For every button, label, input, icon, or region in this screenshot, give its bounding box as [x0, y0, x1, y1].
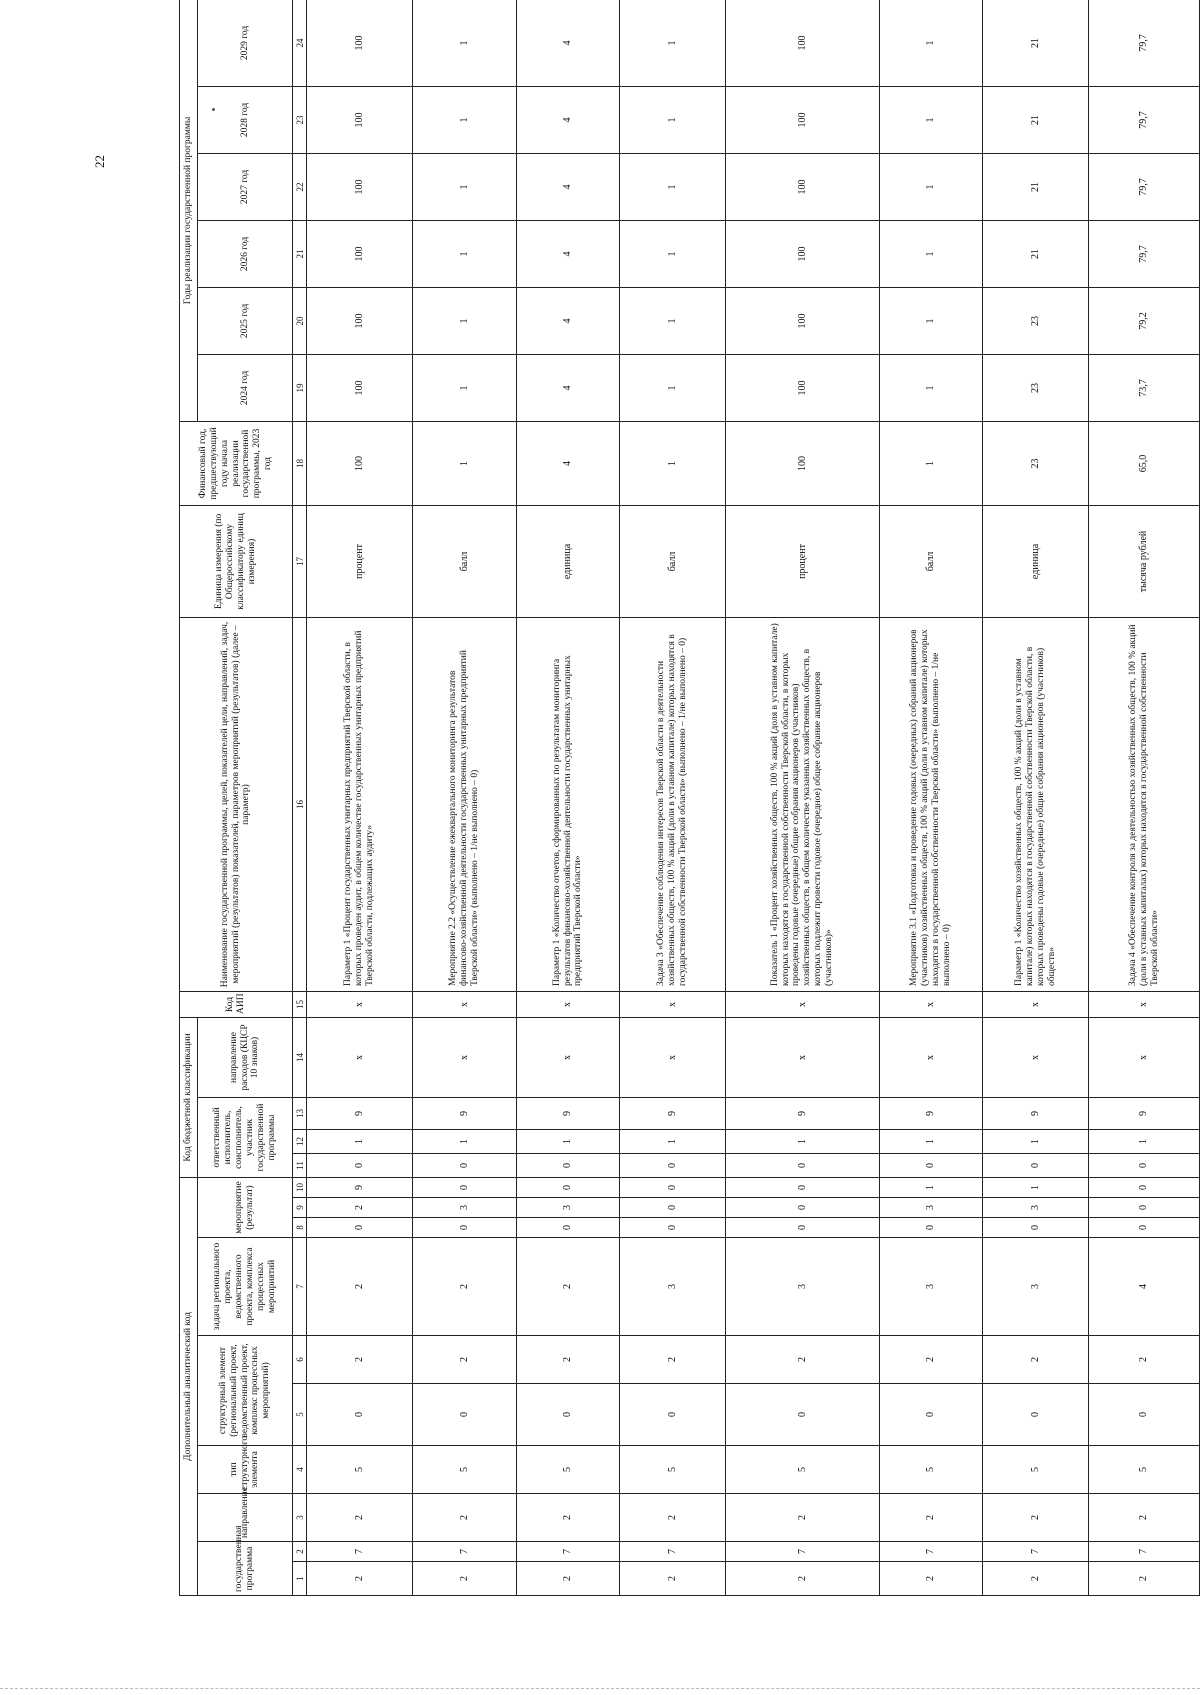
column-number: 12	[293, 1130, 307, 1154]
code-cell: 0	[516, 1218, 620, 1238]
code-cell: 9	[413, 1098, 517, 1130]
unit-cell: тысяча рублей	[1089, 505, 1200, 617]
code-cell: 9	[1089, 1098, 1200, 1130]
code-cell: 5	[725, 1446, 879, 1494]
code-cell: 7	[725, 1542, 879, 1562]
column-number: 10	[293, 1178, 307, 1198]
aip-cell: x	[307, 991, 413, 1017]
year-value: 79,2	[1089, 287, 1200, 354]
table-row	[725, 0, 879, 1596]
aip-cell: x	[516, 991, 620, 1017]
code-cell: 1	[1089, 1130, 1200, 1154]
code-cell: 2	[516, 1336, 620, 1384]
year-value: 100	[307, 86, 413, 153]
code-cell: 7	[879, 1542, 983, 1562]
year-value: 100	[307, 153, 413, 220]
year-value: 1	[620, 86, 726, 153]
column-number: 14	[293, 1017, 307, 1097]
column-number: 22	[293, 153, 307, 220]
code-cell: 5	[879, 1446, 983, 1494]
year-value: 100	[725, 354, 879, 421]
code-cell: 2	[307, 1336, 413, 1384]
column-number: 6	[293, 1336, 307, 1384]
kcsr-cell: x	[413, 1017, 517, 1097]
base-year-value: 100	[725, 421, 879, 505]
base-year-value: 100	[307, 421, 413, 505]
code-cell: 1	[620, 1130, 726, 1154]
code-cell: 0	[620, 1384, 726, 1446]
code-cell: 2	[413, 1494, 517, 1542]
year-value: 100	[307, 354, 413, 421]
year-value: 1	[413, 287, 517, 354]
year-value: 4	[516, 354, 620, 421]
aip-cell: x	[1089, 991, 1200, 1017]
year-value: 100	[725, 0, 879, 86]
column-number: 5	[293, 1384, 307, 1446]
code-cell: 0	[1089, 1154, 1200, 1178]
code-cell: 0	[620, 1154, 726, 1178]
column-number: 18	[293, 421, 307, 505]
column-number: 21	[293, 220, 307, 287]
year-header: 2025 год	[198, 287, 293, 354]
column-number: 19	[293, 354, 307, 421]
code-cell: 2	[413, 1336, 517, 1384]
kcsr-cell: x	[1089, 1017, 1200, 1097]
code-cell: 7	[307, 1542, 413, 1562]
code-cell: 2	[879, 1336, 983, 1384]
code-cell: 1	[879, 1178, 983, 1198]
year-value: 79,7	[1089, 153, 1200, 220]
kcsr-cell: x	[983, 1017, 1089, 1097]
year-value: 79,7	[1089, 0, 1200, 86]
base-year-value: 1	[413, 421, 517, 505]
year-value: 1	[879, 86, 983, 153]
year-value: 1	[879, 287, 983, 354]
column-number: 7	[293, 1238, 307, 1336]
year-value: 1	[879, 153, 983, 220]
year-value: 100	[725, 287, 879, 354]
code-cell: 0	[1089, 1178, 1200, 1198]
code-cell: 9	[307, 1098, 413, 1130]
event-header: мероприятие (результат)	[198, 1178, 293, 1238]
code-cell: 2	[620, 1562, 726, 1596]
unit-cell: процент	[307, 505, 413, 617]
code-cell: 0	[620, 1178, 726, 1198]
code-cell: 9	[516, 1098, 620, 1130]
code-cell: 2	[725, 1494, 879, 1542]
aip-code-header: Код АИП	[180, 991, 293, 1017]
code-cell: 2	[879, 1562, 983, 1596]
base-year-value: 65,0	[1089, 421, 1200, 505]
code-cell: 5	[620, 1446, 726, 1494]
table-row	[516, 0, 620, 1596]
column-number: 24	[293, 0, 307, 86]
code-cell: 2	[413, 1562, 517, 1596]
code-cell: 5	[1089, 1446, 1200, 1494]
code-cell: 3	[879, 1198, 983, 1218]
year-value: 1	[620, 287, 726, 354]
unit-cell: процент	[725, 505, 879, 617]
year-value: 1	[413, 354, 517, 421]
code-cell: 0	[413, 1218, 517, 1238]
year-value: 21	[983, 86, 1089, 153]
year-value: 1	[413, 220, 517, 287]
year-value: 100	[725, 153, 879, 220]
code-cell: 2	[307, 1494, 413, 1542]
code-cell: 0	[620, 1198, 726, 1218]
code-cell: 0	[983, 1218, 1089, 1238]
code-cell: 5	[307, 1446, 413, 1494]
table-row	[879, 0, 983, 1596]
code-cell: 3	[983, 1238, 1089, 1336]
code-cell: 3	[516, 1198, 620, 1218]
column-number: 4	[293, 1446, 307, 1494]
code-cell: 2	[307, 1238, 413, 1336]
code-cell: 7	[413, 1542, 517, 1562]
year-value: 4	[516, 287, 620, 354]
code-cell: 0	[413, 1384, 517, 1446]
code-cell: 2	[516, 1562, 620, 1596]
code-cell: 0	[879, 1218, 983, 1238]
aip-cell: x	[413, 991, 517, 1017]
code-cell: 0	[725, 1198, 879, 1218]
code-cell: 3	[983, 1198, 1089, 1218]
name-cell: Мероприятие 3.1 «Подготовка и проведение годовых (очередных) собраний акционеров (участников) хозяйственных обществ, 100 % акций (доли в уставном капитале) которых находятся в государственной собственности Тверской области» (выполнено – 1/не выполнено – 0)	[879, 617, 983, 991]
year-header: 2029 год	[198, 0, 293, 86]
year-header: 2028 год	[198, 86, 293, 153]
column-number: 16	[293, 617, 307, 991]
year-value: 4	[516, 0, 620, 86]
name-cell: Параметр 1 «Процент государственных унитарных предприятий Тверской области, в которых проведен аудит, в общем количестве государственных унитарных предприятий Тверской области, подлежащих аудиту»	[307, 617, 413, 991]
base-year-value: 4	[516, 421, 620, 505]
column-number: 11	[293, 1154, 307, 1178]
years-group-header: Годы реализации государственной программы	[180, 0, 198, 421]
year-value: 1	[879, 220, 983, 287]
year-value: 4	[516, 86, 620, 153]
year-value: 23	[983, 287, 1089, 354]
table-row	[1089, 0, 1200, 1596]
code-cell: 0	[1089, 1384, 1200, 1446]
unit-cell: единица	[516, 505, 620, 617]
year-value: 1	[879, 0, 983, 86]
budget-code-header: Код бюджетной классификации	[180, 1017, 198, 1177]
code-cell: 0	[725, 1154, 879, 1178]
code-cell: 7	[620, 1542, 726, 1562]
year-value: 79,7	[1089, 86, 1200, 153]
kcsr-cell: x	[516, 1017, 620, 1097]
code-cell: 1	[983, 1130, 1089, 1154]
code-cell: 2	[1089, 1562, 1200, 1596]
column-number-row	[293, 0, 307, 1596]
code-cell: 0	[1089, 1198, 1200, 1218]
year-value: 21	[983, 153, 1089, 220]
code-cell: 9	[620, 1098, 726, 1130]
year-value: 1	[413, 153, 517, 220]
year-value: 21	[983, 220, 1089, 287]
code-cell: 0	[307, 1218, 413, 1238]
scan-edge-line	[0, 1688, 1200, 1690]
code-cell: 2	[983, 1494, 1089, 1542]
code-cell: 0	[413, 1178, 517, 1198]
code-cell: 0	[725, 1178, 879, 1198]
code-cell: 0	[516, 1384, 620, 1446]
aip-cell: x	[620, 991, 726, 1017]
year-header: 2026 год	[198, 220, 293, 287]
year-value: 21	[983, 0, 1089, 86]
column-number: 1	[293, 1562, 307, 1596]
code-cell: 0	[879, 1154, 983, 1178]
year-value: 1	[879, 354, 983, 421]
gos-program-header: государственная программа	[198, 1542, 293, 1596]
code-cell: 7	[983, 1542, 1089, 1562]
table-row	[620, 0, 726, 1596]
code-cell: 1	[413, 1130, 517, 1154]
code-cell: 4	[1089, 1238, 1200, 1336]
column-number: 20	[293, 287, 307, 354]
code-cell: 5	[413, 1446, 517, 1494]
code-cell: 9	[983, 1098, 1089, 1130]
year-value: 1	[620, 153, 726, 220]
code-cell: 0	[307, 1384, 413, 1446]
year-value: 100	[307, 0, 413, 86]
kcsr-cell: x	[725, 1017, 879, 1097]
code-cell: 1	[725, 1130, 879, 1154]
code-cell: 2	[413, 1238, 517, 1336]
year-value: 100	[725, 86, 879, 153]
aip-cell: x	[879, 991, 983, 1017]
name-cell: Параметр 1 «Количество хозяйственных обществ, 100 % акций (доли в уставном капитале) которых находятся в государственной собственности Тверской области, в которых проведены годовые (очередные) общие собрания акционеров (участников) обществ»	[983, 617, 1089, 991]
aip-cell: x	[983, 991, 1089, 1017]
year-value: 1	[413, 86, 517, 153]
expense-dir-header: направление расходов (КЦСР 10 знаков)	[198, 1017, 293, 1097]
code-cell: 3	[620, 1238, 726, 1336]
code-cell: 0	[725, 1384, 879, 1446]
code-cell: 2	[725, 1336, 879, 1384]
year-value: 100	[307, 220, 413, 287]
name-cell: Параметр 1 «Количество отчетов, сформированных по результатам мониторинга результатов финансово-хозяйственной деятельности государственных унитарных предприятий Тверской области»	[516, 617, 620, 991]
column-number: 2	[293, 1542, 307, 1562]
code-cell: 2	[1089, 1336, 1200, 1384]
task-header: задача регионального проекта, ведомственного проекта, комплекса процессных мероприятий	[198, 1238, 293, 1336]
code-cell: 7	[516, 1542, 620, 1562]
code-cell: 2	[516, 1238, 620, 1336]
code-cell: 0	[307, 1154, 413, 1178]
table-row	[413, 0, 517, 1596]
aip-cell: x	[725, 991, 879, 1017]
year-value: 100	[307, 287, 413, 354]
additional-code-header: Дополнительный аналитический код	[180, 1178, 198, 1596]
name-cell: Мероприятие 2.2 «Осуществление ежеквартального мониторинга результатов финансово-хозяйственной деятельности государственных унитарных предприятий Тверской области» (выполнено – 1/не выполнено – 0)	[413, 617, 517, 991]
struct-element-header: структурный элемент (региональный проект, ведомственный проект, комплекс процессных мероприятий)	[198, 1336, 293, 1446]
code-cell: 2	[620, 1494, 726, 1542]
name-header: Наименование государственной программы, целей, показателей цели, направлений, задач, мероприятий (результатов) показателей, параметров мероприятий (результатов) (далее – параметр)	[180, 617, 293, 991]
column-number: 13	[293, 1098, 307, 1130]
column-number: 3	[293, 1494, 307, 1542]
year-value: 79,7	[1089, 220, 1200, 287]
column-number: 8	[293, 1218, 307, 1238]
code-cell: 2	[1089, 1494, 1200, 1542]
year-value: 4	[516, 220, 620, 287]
code-cell: 0	[983, 1384, 1089, 1446]
base-year-value: 1	[879, 421, 983, 505]
code-cell: 9	[307, 1178, 413, 1198]
kcsr-cell: x	[307, 1017, 413, 1097]
code-cell: 3	[725, 1238, 879, 1336]
base-year-header: Финансовый год, предшествующий году начала реализации государственной программы, 2023 год	[180, 421, 293, 505]
page-number: 22	[92, 155, 107, 168]
column-number: 9	[293, 1198, 307, 1218]
code-cell: 2	[983, 1562, 1089, 1596]
year-value: 1	[620, 354, 726, 421]
code-cell: 0	[879, 1384, 983, 1446]
table-row	[307, 0, 413, 1596]
struct-type-header: тип структурного элемента	[198, 1446, 293, 1494]
code-cell: 2	[879, 1494, 983, 1542]
year-value: 1	[413, 0, 517, 86]
kcsr-cell: x	[620, 1017, 726, 1097]
name-cell: Задача 3 «Обеспечение соблюдения интересов Тверской области в деятельности хозяйственных обществ, 100 % акций (доли в уставном капитале) которых находятся в государственной собственности Тверской области» (выполнено – 1/не выполнено – 0)	[620, 617, 726, 991]
unit-cell: балл	[620, 505, 726, 617]
year-value: 4	[516, 153, 620, 220]
code-cell: 0	[1089, 1218, 1200, 1238]
column-number: 15	[293, 991, 307, 1017]
unit-cell: единица	[983, 505, 1089, 617]
year-value: 1	[620, 0, 726, 86]
base-year-value: 1	[620, 421, 726, 505]
year-header: 2027 год	[198, 153, 293, 220]
kcsr-cell: x	[879, 1017, 983, 1097]
year-header: 2024 год	[198, 354, 293, 421]
unit-cell: балл	[879, 505, 983, 617]
code-cell: 3	[879, 1238, 983, 1336]
code-cell: 2	[620, 1336, 726, 1384]
table-row	[983, 0, 1089, 1596]
code-cell: 9	[879, 1098, 983, 1130]
program-table	[179, 0, 1200, 1596]
year-value: 23	[983, 354, 1089, 421]
code-cell: 9	[725, 1098, 879, 1130]
code-cell: 0	[620, 1218, 726, 1238]
code-cell: 5	[983, 1446, 1089, 1494]
code-cell: 2	[983, 1336, 1089, 1384]
code-cell: 1	[307, 1130, 413, 1154]
code-cell: 1	[516, 1130, 620, 1154]
code-cell: 0	[516, 1154, 620, 1178]
year-value: 1	[620, 220, 726, 287]
column-number: 23	[293, 86, 307, 153]
executor-header: ответственный исполнитель, соисполнитель, участник государственной программы	[198, 1098, 293, 1178]
name-cell: Показатель 1 «Процент хозяйственных обществ, 100 % акций (доля в уставном капитале) которых находятся в государственной собственности Тверской области, в которых проведены годовые (очередные) общие собрания акционеров (участников) хозяйственных обществ, в общем количестве указанных хозяйственных обществ, в которых подлежит провести годовое (очередное) общее собрание акционеров (участников)»	[725, 617, 879, 991]
code-cell: 2	[516, 1494, 620, 1542]
code-cell: 7	[1089, 1542, 1200, 1562]
code-cell: 3	[413, 1198, 517, 1218]
code-cell: 0	[516, 1178, 620, 1198]
unit-header: Единица измерения (по Общероссийскому классификатору единиц измерения)	[180, 505, 293, 617]
code-cell: 0	[983, 1154, 1089, 1178]
base-year-value: 23	[983, 421, 1089, 505]
name-cell: Задача 4 «Обеспечение контроля за деятельностью хозяйственных обществ, 100 % акций (доли в уставных капиталах) которых находятся в государственной собственности Тверской области»	[1089, 617, 1200, 991]
year-value: 100	[725, 220, 879, 287]
code-cell: 1	[983, 1178, 1089, 1198]
code-cell: 2	[307, 1198, 413, 1218]
column-number: 17	[293, 505, 307, 617]
direction-header: направление	[198, 1494, 293, 1542]
rotated-table-container	[179, 25, 1200, 1596]
code-cell: 0	[725, 1218, 879, 1238]
code-cell: 5	[516, 1446, 620, 1494]
code-cell: 1	[879, 1130, 983, 1154]
code-cell: 0	[413, 1154, 517, 1178]
unit-cell: балл	[413, 505, 517, 617]
year-value: 73,7	[1089, 354, 1200, 421]
code-cell: 2	[725, 1562, 879, 1596]
code-cell: 2	[307, 1562, 413, 1596]
